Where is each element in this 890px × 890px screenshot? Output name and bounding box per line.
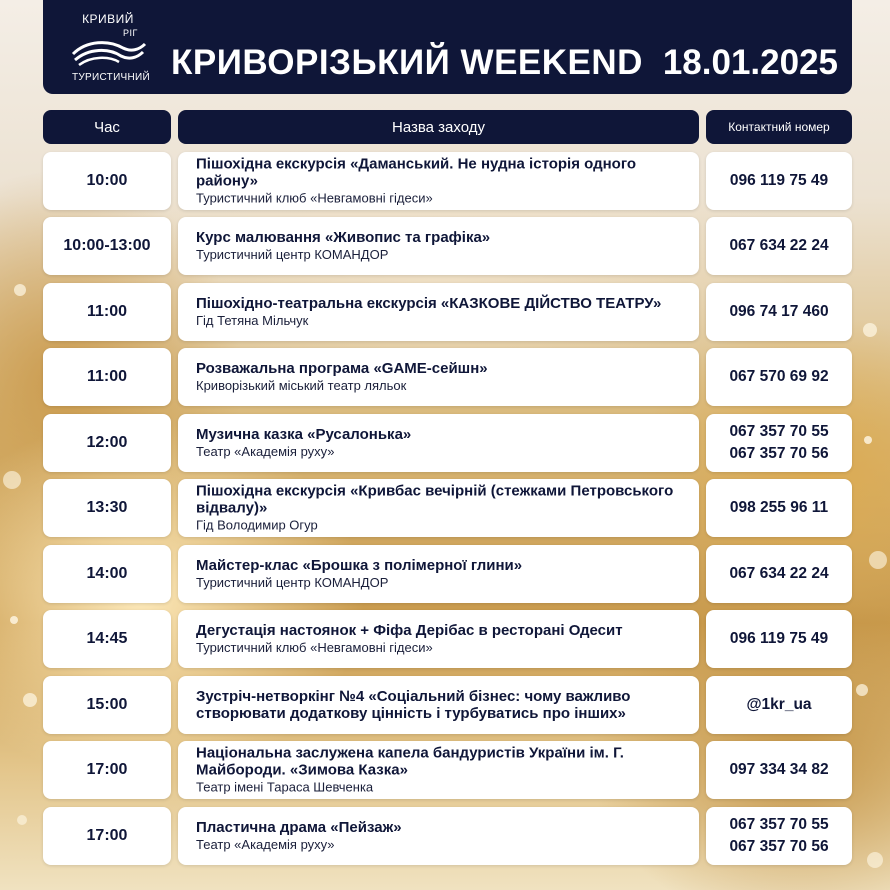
logo-line1: КРИВИЙ xyxy=(82,12,134,26)
event-title: Пішохідна екскурсія «Даманський. Не нудна історія одного району» xyxy=(196,155,637,190)
logo-ribbon-icon xyxy=(69,32,149,70)
event-contact[interactable]: 067 357 70 55 xyxy=(729,816,829,833)
event-time: 12:00 xyxy=(43,414,171,472)
event-name-cell xyxy=(178,348,699,406)
column-header-time: Час xyxy=(43,110,171,144)
event-contact-cell xyxy=(706,741,852,799)
event-contact[interactable]: 096 119 75 49 xyxy=(729,172,829,189)
event-title: Національна заслужена капела бандуристів України ім. Г. Майбороди. «Зимова Казка» xyxy=(196,744,624,779)
event-title: Майстер-клас «Брошка з полімерної глини» xyxy=(196,557,523,574)
event-time: 17:00 xyxy=(43,807,171,865)
column-header-phone: Контактний номер xyxy=(706,110,852,144)
event-title: Музична казка «Русалонька» xyxy=(196,426,412,443)
event-contact[interactable]: 096 74 17 460 xyxy=(729,303,829,320)
event-contact[interactable]: 098 255 96 11 xyxy=(729,499,829,516)
event-contact-cell xyxy=(706,152,852,210)
logo-line2: РІГ xyxy=(123,28,138,38)
event-organizer: Туристичний клюб «Невгамовні гідеси» xyxy=(196,190,433,206)
event-time: 10:00 xyxy=(43,152,171,210)
event-contact[interactable]: 067 357 70 56 xyxy=(729,445,829,462)
event-organizer: Туристичний центр КОМАНДОР xyxy=(196,575,389,590)
event-name-cell xyxy=(178,610,699,668)
event-contact[interactable]: 096 119 75 49 xyxy=(729,630,829,647)
event-organizer: Криворізький міський театр ляльок xyxy=(196,378,407,393)
event-contact-cell xyxy=(706,610,852,668)
logo-line3: ТУРИСТИЧНИЙ xyxy=(71,72,151,83)
event-contact-cell xyxy=(706,414,852,472)
event-title: Зустріч-нетворкінг №4 «Соціальний бізнес: чому важливо створювати додаткову цінність і турбуватись про інших» xyxy=(196,688,631,722)
event-time: 11:00 xyxy=(43,348,171,406)
event-organizer: Гід Тетяна Мільчук xyxy=(196,313,309,328)
event-title: Пішохідно-театральна екскурсія «КАЗКОВЕ ДІЙСТВО ТЕАТРУ» xyxy=(196,295,662,312)
event-name-cell xyxy=(178,479,699,537)
event-contact[interactable]: 067 357 70 56 xyxy=(729,838,829,855)
event-title: Дегустація настоянок + Фіфа Дерібас в ресторані Одесит xyxy=(196,622,623,639)
event-time: 17:00 xyxy=(43,741,171,799)
event-name-cell xyxy=(178,414,699,472)
event-name-cell xyxy=(178,217,699,275)
page-title: КРИВОРІЗЬКИЙ WEEKEND xyxy=(171,43,643,82)
event-time: 15:00 xyxy=(43,676,171,734)
event-contact-cell xyxy=(706,479,852,537)
event-contact[interactable]: 097 334 34 82 xyxy=(729,761,829,778)
page-date: 18.01.2025 xyxy=(662,43,838,82)
logo xyxy=(65,12,155,86)
event-contact-cell xyxy=(706,283,852,341)
event-time: 13:30 xyxy=(43,479,171,537)
event-title: Курс малювання «Живопис та графіка» xyxy=(196,229,491,246)
event-contact[interactable]: @1kr_ua xyxy=(746,696,812,713)
event-name-cell xyxy=(178,545,699,603)
event-contact-cell xyxy=(706,217,852,275)
event-organizer: Театр «Академія руху» xyxy=(196,837,335,852)
event-contact[interactable]: 067 634 22 24 xyxy=(729,237,829,254)
header-bar xyxy=(43,0,852,94)
event-organizer: Театр «Академія руху» xyxy=(196,444,335,459)
event-name-cell xyxy=(178,741,699,799)
event-contact-cell xyxy=(706,348,852,406)
event-name-cell xyxy=(178,283,699,341)
event-time: 10:00-13:00 xyxy=(43,217,171,275)
event-contact-cell xyxy=(706,545,852,603)
event-time: 14:45 xyxy=(43,610,171,668)
event-organizer: Театр імені Тараса Шевченка xyxy=(196,779,374,795)
event-title: Пластична драма «Пейзаж» xyxy=(196,819,402,836)
event-contact-cell xyxy=(706,676,852,734)
event-contact-cell xyxy=(706,807,852,865)
event-organizer: Туристичний клюб «Невгамовні гідеси» xyxy=(196,640,433,655)
event-organizer: Гід Володимир Огур xyxy=(196,517,318,533)
event-contact[interactable]: 067 634 22 24 xyxy=(729,565,829,582)
event-organizer: Туристичний центр КОМАНДОР xyxy=(196,247,389,262)
event-contact[interactable]: 067 357 70 55 xyxy=(729,423,829,440)
event-title: Пішохідна екскурсія «Кривбас вечірній (стежками Петровського відвалу)» xyxy=(196,482,674,517)
event-name-cell xyxy=(178,152,699,210)
event-name-cell xyxy=(178,676,699,734)
event-name-cell xyxy=(178,807,699,865)
event-contact[interactable]: 067 570 69 92 xyxy=(729,368,829,385)
event-time: 14:00 xyxy=(43,545,171,603)
event-time: 11:00 xyxy=(43,283,171,341)
column-header-name: Назва заходу xyxy=(178,110,699,144)
event-title: Розважальна програма «GAME-сейшн» xyxy=(196,360,488,377)
